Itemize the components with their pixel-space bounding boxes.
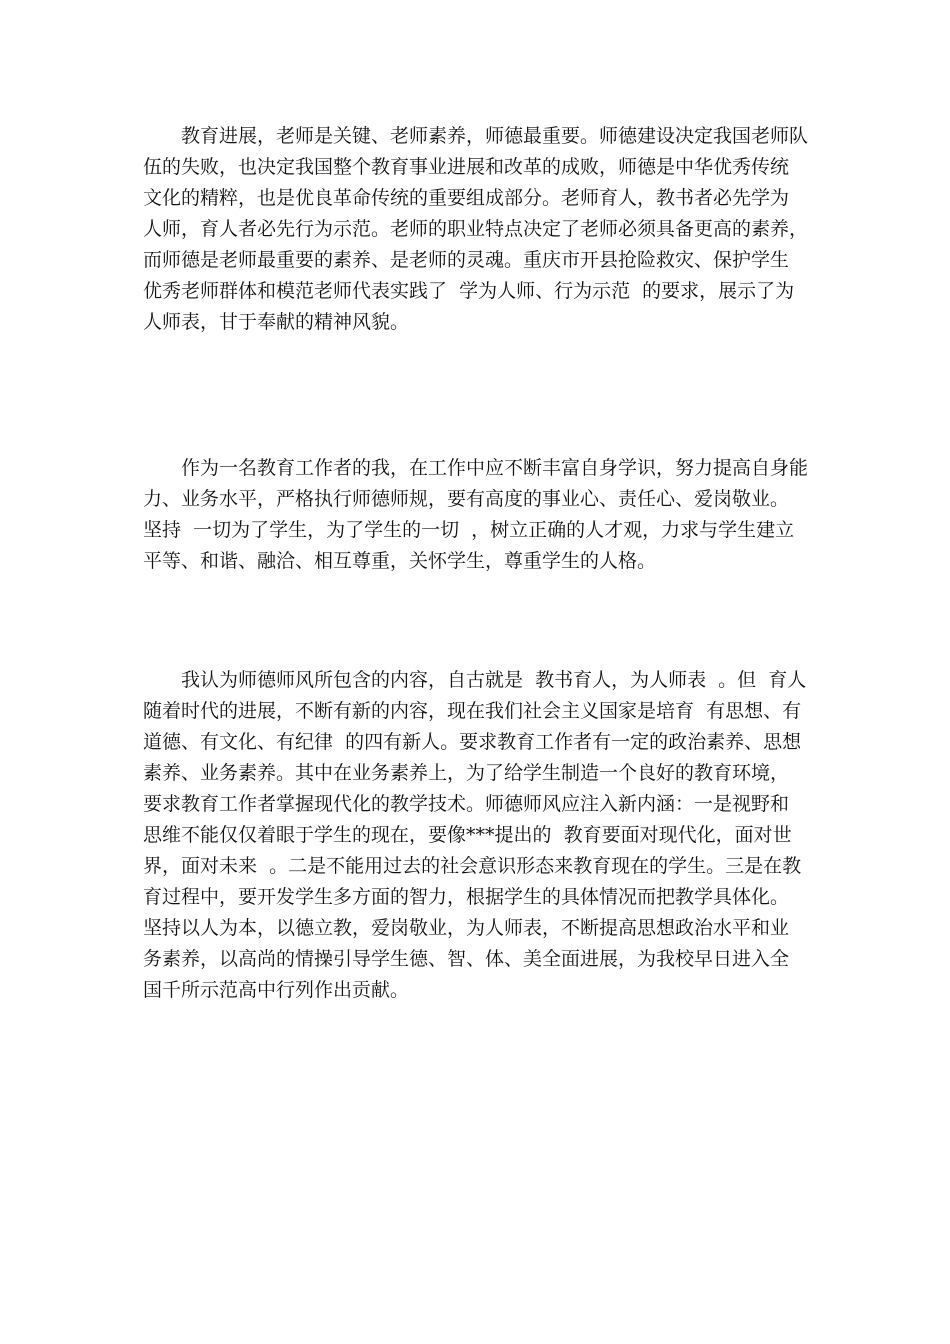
paragraph-line: 务素养，以高尚的情操引导学生德、智、体、美全面进展，为我校早日进入全: [143, 948, 790, 970]
paragraph-line: 人师表，甘于奉献的精神风貌。: [143, 311, 410, 333]
paragraph-line: 素养、业务素养。其中在业务素养上，为了给学生制造一个良好的教育环境，: [143, 762, 790, 784]
paragraph-line: 作为一名教育工作者的我，在工作中应不断丰富自身学识，努力提高自身能: [143, 457, 809, 479]
paragraph-line: 要求教育工作者掌握现代化的教学技术。师德师风应注入新内涵：一是视野和: [143, 793, 790, 815]
paragraph-1: [143, 121, 811, 338]
paragraph-line: 而师德是老师最重要的素养、是老师的灵魂。重庆市开县抢险救灾、保护学生: [143, 249, 790, 271]
paragraph-line: 国千所示范高中行列作出贡献。: [143, 979, 410, 1001]
paragraph-line: 力、业务水平，严格执行师德师规，要有高度的事业心、责任心、爱岗敬业。: [143, 488, 790, 510]
paragraph-line: 坚持 一切为了学生，为了学生的一切 ，树立正确的人才观，力求与学生建立: [143, 519, 795, 541]
paragraph-line: 界，面对未来 。二是不能用过去的社会意识形态来教育现在的学生。三是在教: [143, 855, 802, 877]
paragraph-line: 人师，育人者必先行为示范。老师的职业特点决定了老师必须具备更高的素养，: [143, 218, 809, 240]
paragraph-line: 文化的精粹，也是优良革命传统的重要组成部分。老师育人，教书者必先学为: [143, 187, 790, 209]
paragraph-line: 教育进展，老师是关键、老师素养，师德最重要。师德建设决定我国老师队: [143, 125, 809, 147]
paragraph-line: 道德、有文化、有纪律 的四有新人。要求教育工作者有一定的政治素养、思想: [143, 731, 802, 753]
paragraph-line: 伍的失败，也决定我国整个教育事业进展和改革的成败，师德是中华优秀传统: [143, 156, 790, 178]
paragraph-2: [143, 453, 811, 577]
paragraph-line: 坚持以人为本，以德立教，爱岗敬业，为人师表，不断提高思想政治水平和业: [143, 917, 790, 939]
paragraph-line: 思维不能仅仅着眼于学生的现在，要像***提出的 教育要面对现代化，面对世: [143, 824, 792, 846]
paragraph-3: [143, 665, 811, 1006]
paragraph-line: 优秀老师群体和模范老师代表实践了 学为人师、行为示范 的要求，展示了为: [143, 280, 795, 302]
paragraph-line: 我认为师德师风所包含的内容，自古就是 教书育人，为人师表 。但 育人: [143, 669, 807, 691]
paragraph-line: 平等、和谐、融洽、相互尊重，关怀学生，尊重学生的人格。: [143, 550, 657, 572]
paragraph-line: 随着时代的进展，不断有新的内容，现在我们社会主义国家是培育 有思想、有: [143, 700, 802, 722]
paragraph-line: 育过程中，要开发学生多方面的智力，根据学生的具体情况而把教学具体化。: [143, 886, 790, 908]
